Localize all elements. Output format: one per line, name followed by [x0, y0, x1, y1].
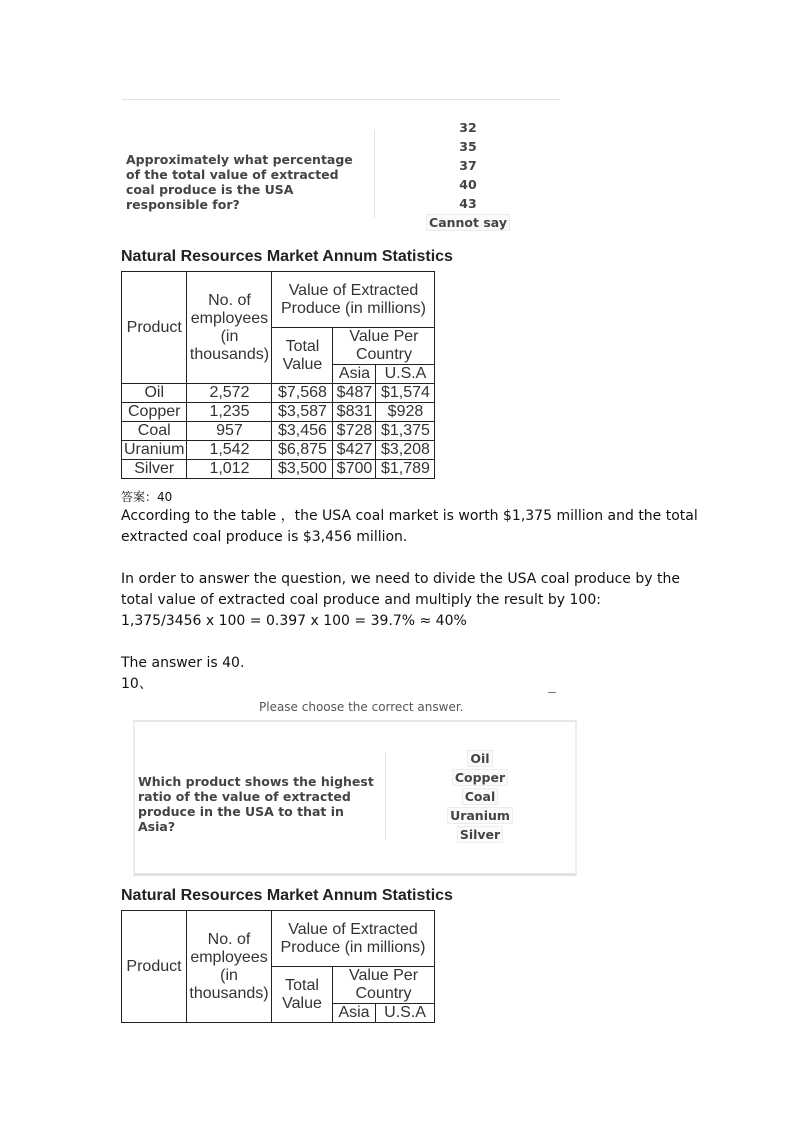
header-value-group: Value of Extracted Produce (in millions) — [272, 272, 435, 328]
question-2-card — [133, 720, 577, 876]
answer-option[interactable]: Copper — [435, 768, 525, 787]
header-product: Product — [122, 272, 187, 384]
statistics-table-2 — [121, 910, 435, 1023]
explanation-formula: 1,375/3456 x 100 = 0.397 x 100 = 39.7% ≈ 40% — [121, 613, 467, 629]
table-2-heading: Natural Resources Market Annum Statistics — [121, 887, 453, 904]
header-value-per-country: Value Per Country — [333, 967, 435, 1004]
table-1-heading: Natural Resources Market Annum Statistics — [121, 248, 453, 265]
explanation-conclusion: The answer is 40. — [121, 655, 245, 671]
statistics-table-1 — [121, 271, 435, 479]
question-2-options — [435, 749, 525, 844]
header-usa: U.S.A — [376, 365, 435, 384]
answer-option[interactable]: 37 — [459, 158, 477, 173]
question-1-divider — [374, 130, 375, 218]
header-total-value: Total Value — [272, 328, 333, 384]
divider-dash — [548, 692, 556, 693]
table-row: Uranium 1,542 $6,875 $427 $3,208 — [122, 441, 435, 460]
question-number: 10、 — [121, 676, 153, 692]
header-value-group: Value of Extracted Produce (in millions) — [272, 911, 435, 967]
question-1-options — [422, 118, 514, 232]
question-2-instruction: Please choose the correct answer. — [259, 700, 464, 714]
answer-option[interactable]: 32 — [459, 120, 477, 135]
header-usa: U.S.A — [376, 1004, 435, 1023]
question-2-divider — [385, 752, 386, 840]
answer-option[interactable]: Silver — [435, 825, 525, 844]
explanation-paragraph-2: In order to answer the question, we need to divide the USA coal produce by the total value of extracted coal produce and multiply the result by 100: — [121, 571, 680, 608]
header-asia: Asia — [333, 1004, 376, 1023]
answer-option[interactable]: Uranium — [435, 806, 525, 825]
table-row: Coal 957 $3,456 $728 $1,375 — [122, 422, 435, 441]
explanation-paragraph-1: According to the table ，the USA coal market is worth $1,375 million and the total extracted coal produce is $3,456 million. — [121, 508, 698, 545]
header-value-per-country: Value Per Country — [333, 328, 435, 365]
table-row: Silver 1,012 $3,500 $700 $1,789 — [122, 460, 435, 479]
answer-option[interactable]: Cannot say — [422, 213, 514, 232]
answer-option[interactable]: Oil — [435, 749, 525, 768]
table-row: Copper 1,235 $3,587 $831 $928 — [122, 403, 435, 422]
answer-option[interactable]: 40 — [459, 177, 477, 192]
answer-option[interactable]: 35 — [459, 139, 477, 154]
header-employees: No. of employees (in thousands) — [187, 911, 272, 1023]
header-employees: No. of employees (in thousands) — [187, 272, 272, 384]
answer-label: 答案：40 — [121, 490, 173, 504]
question-2-text: Which product shows the highest ratio of the value of extracted produce in the USA to that in Asia? — [138, 774, 374, 834]
question-1-card — [122, 99, 560, 236]
question-1-text: Approximately what percentage of the total value of extracted coal produce is the USA responsible for? — [126, 152, 353, 212]
answer-option[interactable]: Coal — [435, 787, 525, 806]
table-row: Oil 2,572 $7,568 $487 $1,574 — [122, 384, 435, 403]
header-product: Product — [122, 911, 187, 1023]
header-total-value: Total Value — [272, 967, 333, 1023]
header-asia: Asia — [333, 365, 376, 384]
answer-option[interactable]: 43 — [459, 196, 477, 211]
